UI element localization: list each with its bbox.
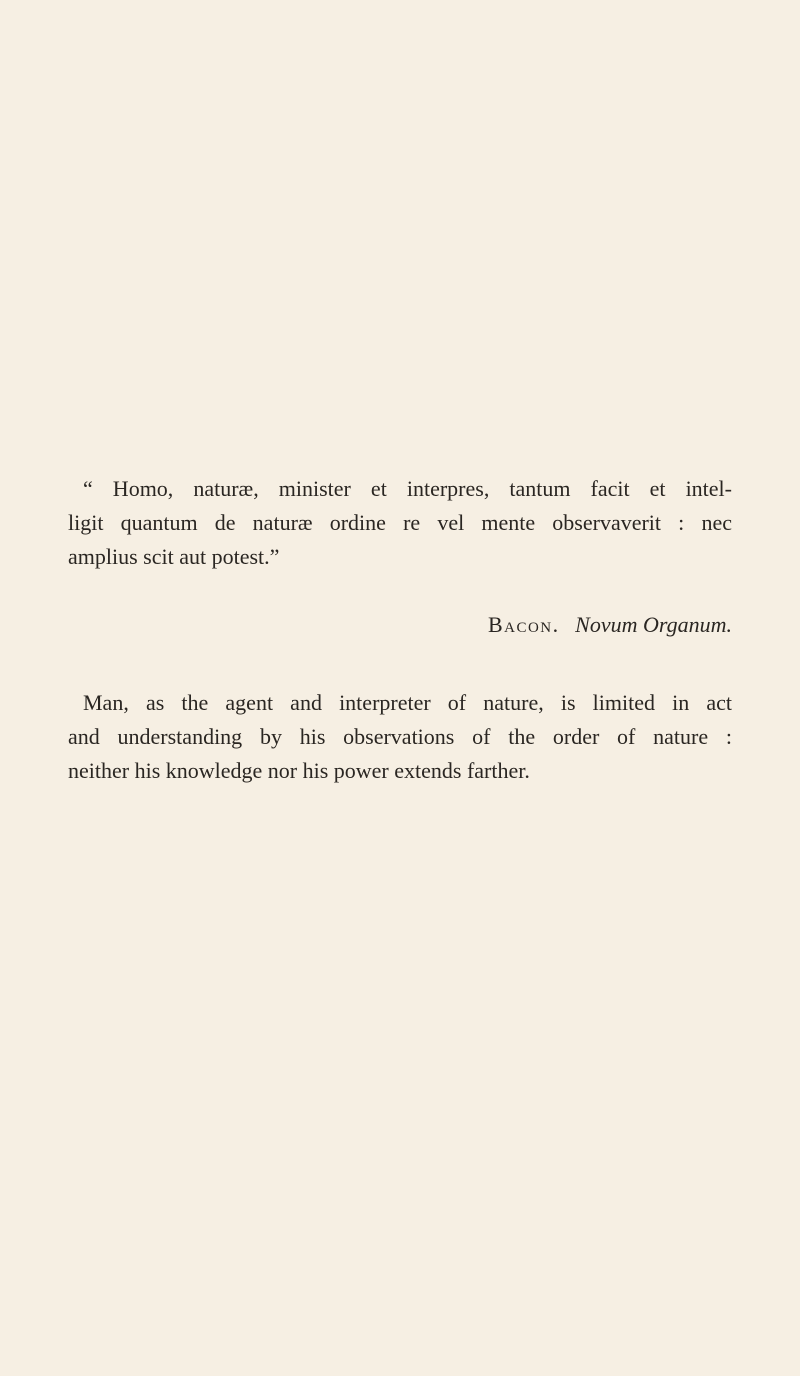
translation-line: neither his knowledge nor his power extends farther. xyxy=(68,758,530,783)
latin-epigraph xyxy=(68,472,732,574)
attribution-author: Bacon. xyxy=(487,612,560,637)
epigraph-attribution xyxy=(380,608,732,642)
english-translation xyxy=(68,686,732,788)
translation-line: and understanding by his observations of the order of nature : xyxy=(68,724,732,749)
epigraph-line: “ Homo, naturæ, minister et interpres, tantum facit et intel- xyxy=(83,476,732,501)
translation-line: Man, as the agent and interpreter of nature, is limited in act xyxy=(83,690,732,715)
epigraph-line: ligit quantum de naturæ ordine re vel mente observaverit : nec xyxy=(68,510,732,535)
epigraph-line: amplius scit aut potest.” xyxy=(68,544,280,569)
attribution-work: Novum Organum. xyxy=(575,612,732,637)
